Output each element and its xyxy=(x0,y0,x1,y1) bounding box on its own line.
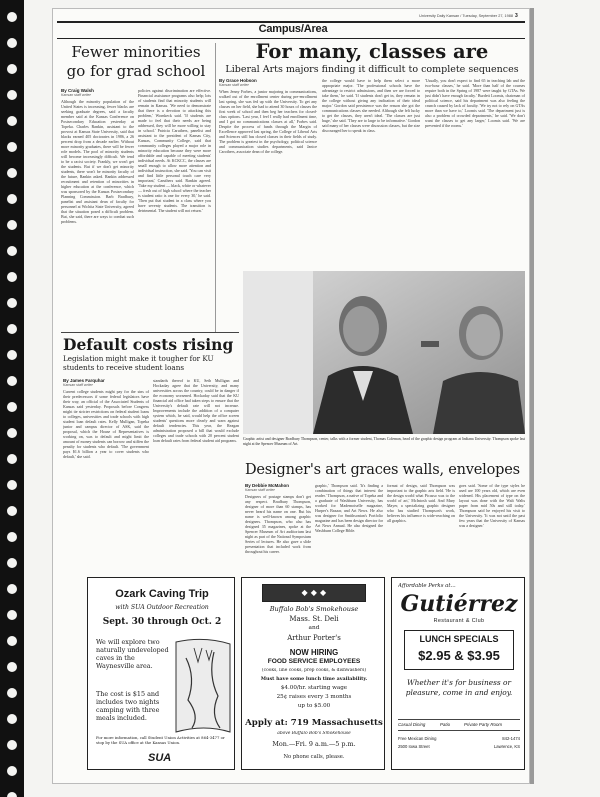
fewer-byline: By Craig Walsh xyxy=(61,88,94,93)
fewer-headline: Fewer minorities go for grad school xyxy=(66,43,206,80)
classes-byline: By Grace Hobson xyxy=(219,78,257,83)
pay-2: 25¢ raises every 3 months xyxy=(276,694,352,700)
smokehouse-deli: Mass. St. Deli xyxy=(289,615,339,623)
classes-headline: For many, classes are xyxy=(255,41,489,63)
designer-column-4: goes said. 'Some of the type styles he used are 100 years old, which are even widened. His placement of type on the layout was done with the Walt Walts paper from mid 50s and still today.' Thompson said he enjoyed his visit to the University. 'It was not until the past few years that the University of Kansas was a designer.' xyxy=(459,483,525,528)
film-perforation xyxy=(7,142,17,152)
film-perforation xyxy=(7,740,17,750)
designer-staff: Kansan staff writer xyxy=(245,488,275,492)
food-service: FOOD SERVICE EMPLOYEES xyxy=(267,658,361,665)
photo-caption: Graphic artist and designer Bradbury Thompson, center, talks with a former student, Thomas Coleman, head of the graphic design program at Indiana University. Thompson spoke last night at the Spencer Museum of Art. xyxy=(243,437,525,446)
fewer-staff: Kansan staff writer xyxy=(61,93,91,97)
classes-column-2: the college would have to help them select a more appropriate major. 'The professional schools have the advantage to restrict admissions, and then we are forced to take them,' he said. 'If students don't get in, they remain in the college without giving any indication of their ideal major.' Gordon said persistence was the reason she got the communications classes she needed. Although she felt lucky to get the classes, they aren't ideal. 'The classes are just huge,' she said. 'They are to large to be informative.' Gordon said many of her classes were discussion classes, but the size discouraged her to speak in class. xyxy=(322,78,420,133)
fewer-column-1: Although the minority population of the United States is increasing, fewer blacks are seeking graduate degrees, said a faculty member said at the Kansas Conference on Postsecondary Education yesterday at Topeka. Charles Rankin, assistant to the provost at Kansas State University, said that blacks earned 405 doctorates in 1986, a 26 percent drop from a decade earlier. Without more minority graduates, there will be fewer role models. The pool of minority students will become increasingly difficult. We tend to be a racist society. Frankly, we won't get the students. But if we don't get minority students, there won't be minority faculty of the future, Rankin asked. Rankin addressed recruitment and retention of minorities in higher education at the conference, which was sponsored by the Kansas Postsecondary Planning Commission. Barb Bradbury, panelist and assistant dean of faculty for personnel at Wichita State University, agreed that the situation posed a difficult problem. But, she said, there are ways to combat such problems. xyxy=(61,99,134,224)
film-perforation xyxy=(7,272,17,282)
default-column-2: standards thereof to KU, Seth Mulligan and Hockaday agree that the University, and many universities across the country, could be in danger if the economy worsened. Hockaday said that the KU financial aid office had taken steps to ensure that the University's default rate will not increase. Improvements include the addition of a computer system which, he said, would help the office screen students' questions more clearly and warn against default tendencies. This year, the Reagan administration proposed a bill that would exclude colleges and trade schools with 20 percent student loan default rates from federal student aid programs. xyxy=(153,378,239,443)
smokehouse-and: and xyxy=(308,625,320,631)
classes-column-3: 'Usually, you don't expect to find 65 in teaching lab and the two-hour classes,' he said. 'More than half of the courses require both in the Spring of 1987 were taught by GTAs. We just didn't have enough faculty.' Burdett Loomis, chairman of political science, said his department was also feeling the crunch caused by lack of faculty. 'We try not to rely on GTAs more than we have to,' Loomis said. 'The department just is also a problem of crowded departments,' he said. 'We don't want the classes to get any larger,' Loomis said. 'We are prevented if the rooms.' xyxy=(425,78,525,128)
film-perforation xyxy=(7,220,17,230)
film-perforation xyxy=(7,584,17,594)
film-perforation xyxy=(7,714,17,724)
option-patio: Patio xyxy=(440,722,451,727)
film-perforation xyxy=(7,38,17,48)
smokehouse-logo: ◆ ◆ ◆ xyxy=(262,584,366,602)
film-perforation xyxy=(7,64,17,74)
film-perforation xyxy=(7,376,17,386)
smokehouse-porter: Arthur Porter's xyxy=(287,634,341,642)
masthead: University Daily Kansan / Tuesday, September 27, 1988 xyxy=(419,14,513,18)
options-rule-2 xyxy=(398,730,520,731)
hours: Mon.—Fri. 9 a.m.—5 p.m. xyxy=(272,740,356,748)
now-hiring: NOW HIRING xyxy=(289,648,339,657)
default-byline: By James Farquhar xyxy=(63,378,105,383)
default-column-1: Current college students might pay for the sins of their predecessors if some federal legislators have their way, an official of the Associated Students of Kansas said yesterday. Proposals before Congress might tie stricter restrictions on federal student loans to colleges, universities and trade schools with high student loan default rates. Kelly Mulligan, Topeka junior and campus director of ASK, said the proposal, which the House of Representatives is working on, was to default and might limit the amount of money students can borrow and stiffen the penalty for students who default. 'The government pays $1.6 billion a year to cover students who default,' she said. xyxy=(63,389,149,459)
news-photo xyxy=(243,271,525,434)
gutierrez-phone: 842-1474 xyxy=(502,736,520,741)
microfilm-strip xyxy=(0,0,24,797)
gutierrez-dining: Free Mexican Dining xyxy=(398,736,437,741)
lunch-price: $2.95 & $3.95 xyxy=(418,648,500,663)
film-perforation xyxy=(7,610,17,620)
newspaper-page xyxy=(52,8,530,784)
option-casual: Casual Dining xyxy=(398,722,426,727)
option-party: Private Party Room xyxy=(464,722,503,727)
gutierrez-tag: Affordable Perks at... xyxy=(398,583,456,589)
film-perforation xyxy=(7,168,17,178)
ad-title: Ozark Caving Trip xyxy=(115,588,209,600)
designer-headline: Designer's art graces walls, envelopes xyxy=(245,462,520,478)
film-perforation xyxy=(7,246,17,256)
gutierrez-address: 2500 Iowa Street xyxy=(398,744,430,749)
classes-staff: Kansan staff writer xyxy=(219,83,249,87)
gutierrez-city: Lawrence, KS xyxy=(493,744,520,749)
designer-column-3: format of design, said Thompson was important to the graphic arts field. 'He is the design world what Picasso was to the world of art,' McIntosh said. And Mary Mayer, a specializing graphic designer who has studied Thompson's work, believes his influence is wide-reaching on all graphics. xyxy=(387,483,455,523)
film-perforation xyxy=(7,90,17,100)
film-perforation xyxy=(7,766,17,776)
designer-byline: By Debbie McMahon xyxy=(245,483,290,488)
gutierrez-sub: Restaurant & Club xyxy=(433,618,485,624)
ad-subtitle: with SUA Outdoor Recreation xyxy=(115,604,209,611)
column-rule xyxy=(215,43,216,333)
section-rule-left xyxy=(61,332,239,333)
film-perforation xyxy=(7,194,17,204)
photo-illustration xyxy=(243,271,525,434)
caving-trip-ad xyxy=(87,577,235,770)
ad-body: We will explore two naturally undeveloped caves in the Waynesville area. xyxy=(96,638,169,670)
film-perforation xyxy=(7,480,17,490)
film-perforation xyxy=(7,532,17,542)
film-perforation xyxy=(7,116,17,126)
classes-column-1: When Jenny Forbes, a junior majoring in communications, walked out of the enrollment center during pre-enrollment last spring, she was fed up with the University. To get any classes on her field, she had to attend 30 hours of classes the first week of school and then beg her teachers for closed-class options. 'Last year, I feel I really had enrollment time, and I got no communications classes at all,' Forbes said. Despite the process of funds through the Margin of Excellence approved last spring, the College of Liberal Arts and Sciences still has closed classes in their fields of study. The problem is greatest in the psychology, political science and communication studies departments, said Janice Carothers, associate dean of the college. xyxy=(219,89,317,154)
no-calls: No phone calls, please. xyxy=(283,754,345,760)
film-perforation xyxy=(7,350,17,360)
section-title: Campus/Area xyxy=(258,23,328,35)
ad-cost: The cost is $15 and includes two nights camping with three meals included. xyxy=(96,690,160,722)
film-perforation xyxy=(7,454,17,464)
smokehouse-ad xyxy=(241,577,385,770)
classes-subhead: Liberal Arts majors finding it difficult to complete sequences xyxy=(225,64,519,75)
ad-dates: Sept. 30 through Oct. 2 xyxy=(102,617,222,627)
film-perforation xyxy=(7,402,17,412)
cave-illustration xyxy=(174,638,232,734)
page-edge xyxy=(530,8,534,784)
film-perforation xyxy=(7,636,17,646)
pay-3: up to $5.00 xyxy=(297,703,331,709)
availability: Must have some lunch time availability. xyxy=(260,676,368,682)
default-subhead: Legislation might make it tougher for KU students to receive student loans xyxy=(63,354,214,372)
roles: (cooks, line cooks, prep cooks, & dishwashers) xyxy=(261,668,367,673)
film-perforation xyxy=(7,792,17,797)
default-staff: Kansan staff writer xyxy=(63,383,93,387)
film-perforation xyxy=(7,662,17,672)
pay-1: $4.00/hr. starting wage xyxy=(280,685,348,691)
film-perforation xyxy=(7,506,17,516)
apply-at: Apply at: 719 Massachusetts xyxy=(245,718,383,728)
gutierrez-slogan: Whether it's for business or pleasure, come in and enjoy. xyxy=(405,678,513,697)
default-headline: Default costs rising xyxy=(63,335,234,354)
ad-info: For more information, call Student Union Activities at 864-3477 or stop by the SUA office at the Kansas Union. xyxy=(96,736,225,745)
film-perforation xyxy=(7,12,17,22)
options-rule xyxy=(398,719,520,720)
header-rule-bottom xyxy=(57,38,525,39)
designer-column-2: graphic,' Thompson said. 'It's finding a combination of things that interest the reader.' Thompson, a native of Topeka and a graduate of Washburn University, has worked for Mademoiselle magazine, Harper's Bazaar, and Art News. He also was designer for Smithsonian's Portfolio magazine and has been design director for Art News Annual. He also designed the Washburn College Bible. xyxy=(315,483,383,533)
apply-sub: above Buffalo Bob's Smokehouse xyxy=(277,731,351,736)
smokehouse-name: Buffalo Bob's Smokehouse xyxy=(269,605,359,613)
page-number: 3 xyxy=(515,13,518,19)
film-perforation xyxy=(7,428,17,438)
gutierrez-ad xyxy=(391,577,525,770)
designer-column-1: Designers of postage stamps don't get any respect. Bradbury Thompson, designer of more than 60 stamps, has never heard his name on one. But his name is well-known among graphic designers. Thompson, who also has designed 35 magazines, spoke at the Spencer Museum of Art auditorium last night as part of the National Symposium Series of lectures. He also gave a slide presentation that included work from throughout his career. xyxy=(245,494,311,554)
film-perforation xyxy=(7,688,17,698)
fewer-column-2: policies against discrimination are effective. Financial assistance programs also help; lots of students find that minority students will remain in Kansas. 'We need to demonstrate that there is a devotion to attacking this problem,' Wornkeck said. 'If students are made to feel that their needs are being addressed, they will be more willing to stay in school.' Patricia Caruthers, panelist and assistant to the president of Kansas City, Kansas, Community College, said that community colleges played a major role in minority education because they were more affordable and capable of meeting students' individual needs. At KCKCC, the classes are small enough to allow more attention and individual instruction, she said. 'You can visit and find little personal touch care very important,' Caruthers said. Rankin agreed. 'Take my student — black, white or whatever — fresh out of high school where the teacher is student ratio is one for every 30,' he said. 'Then put that student in a class where you have seventy students. The transition is detrimental. The student will not return.' xyxy=(138,88,211,213)
film-perforation xyxy=(7,298,17,308)
film-perforation xyxy=(7,324,17,334)
sua-logo: SUA xyxy=(148,752,172,764)
gutierrez-name: Gutiérrez xyxy=(400,591,518,617)
film-perforation xyxy=(7,558,17,568)
lunch-specials: LUNCH SPECIALS xyxy=(419,634,499,644)
